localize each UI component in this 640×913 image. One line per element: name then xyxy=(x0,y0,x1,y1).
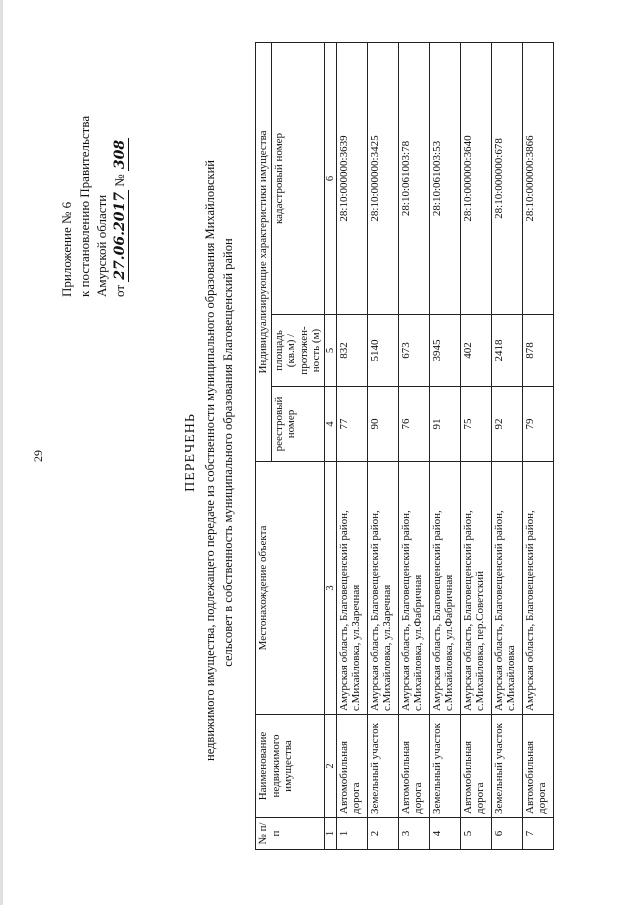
header-location: Местонахождение объекта xyxy=(256,462,325,715)
property-name: Земельный участок xyxy=(429,715,460,818)
column-number: 6 xyxy=(324,42,336,314)
row-number: 3 xyxy=(398,818,429,850)
cadastral-number: 28:10:000000:3639 xyxy=(336,42,367,314)
column-number-row xyxy=(324,42,336,849)
area-value: 832 xyxy=(336,315,367,387)
table-row xyxy=(522,42,553,849)
property-table xyxy=(255,42,554,850)
document-heading: ПЕРЕЧЕНЬ xyxy=(183,413,198,492)
appendix-date-line xyxy=(111,116,130,297)
table-body xyxy=(324,42,553,849)
property-name: Земельный участок xyxy=(491,715,522,818)
table-row xyxy=(429,42,460,849)
property-location: Амурская область, Благовещенский район, с.Михайловка, ул.Фабричная xyxy=(398,462,429,715)
property-name: Автомобильная дорога xyxy=(336,715,367,818)
header-registry-number: реестровый номер xyxy=(271,387,324,462)
table-row xyxy=(367,42,398,849)
appendix-line-3: Амурской области xyxy=(94,194,109,297)
property-location: Амурская область, Благовещенский район, с.Михайловка xyxy=(491,462,522,715)
handwritten-number: 308 xyxy=(111,139,128,170)
number-prefix: № xyxy=(111,174,127,187)
row-number: 7 xyxy=(522,818,553,850)
header-name: Наименование недвижимого имущества xyxy=(256,715,325,818)
property-name: Автомобильная дорога xyxy=(522,715,553,818)
header-area: площадь (кв.м) / протяжен-ность (м) xyxy=(271,315,324,387)
area-value: 402 xyxy=(460,315,491,387)
header-characteristics: Индивидуализирующие характеристики имущества xyxy=(256,42,272,461)
column-number: 2 xyxy=(324,715,336,818)
row-number: 6 xyxy=(491,818,522,850)
appendix-block xyxy=(58,116,129,297)
cadastral-number: 28:10:000000:3640 xyxy=(460,42,491,314)
area-value: 3945 xyxy=(429,315,460,387)
registry-number: 76 xyxy=(398,387,429,462)
table-row xyxy=(398,42,429,849)
area-value: 673 xyxy=(398,315,429,387)
header-num: № п/п xyxy=(256,818,325,850)
area-value: 878 xyxy=(522,315,553,387)
area-value: 5140 xyxy=(367,315,398,387)
appendix-line-2: к постановлению Правительства xyxy=(76,115,92,297)
row-number: 1 xyxy=(336,818,367,850)
registry-number: 79 xyxy=(522,387,553,462)
registry-number: 90 xyxy=(367,387,398,462)
cadastral-number: 28:10:061003:53 xyxy=(429,42,460,314)
column-number: 5 xyxy=(324,315,336,387)
document-subtitle-line-1: недвижимого имущества, подлежащего передаче из собственности муниципального образования Михайловский xyxy=(203,160,217,761)
registry-number: 91 xyxy=(429,387,460,462)
cadastral-number: 28:10:000000:3866 xyxy=(522,42,553,314)
column-number: 1 xyxy=(324,818,336,850)
column-number: 4 xyxy=(324,387,336,462)
property-location: Амурская область, Благовещенский район, с.Михайловка, пер.Советский xyxy=(460,462,491,715)
registry-number: 75 xyxy=(460,387,491,462)
appendix-line-1: Приложение № 6 xyxy=(59,201,74,297)
registry-number: 92 xyxy=(491,387,522,462)
header-cadastral: кадастровый номер xyxy=(271,42,324,314)
date-prefix: от xyxy=(111,284,127,297)
table-row xyxy=(460,42,491,849)
cadastral-number: 28:10:000000:3425 xyxy=(367,42,398,314)
document-subtitle-line-2: сельсовет в собственность муниципального образования Благовещенский район xyxy=(221,238,235,667)
registry-number: 77 xyxy=(336,387,367,462)
area-value: 2418 xyxy=(491,315,522,387)
property-name: Земельный участок xyxy=(367,715,398,818)
property-location: Амурская область, Благовещенский район, с.Михайловка, ул.Заречная xyxy=(367,462,398,715)
cadastral-number: 28:10:061003:78 xyxy=(398,42,429,314)
row-number: 5 xyxy=(460,818,491,850)
table-row xyxy=(491,42,522,849)
property-name: Автомобильная дорога xyxy=(460,715,491,818)
page-number: 29 xyxy=(31,450,45,462)
row-number: 2 xyxy=(367,818,398,850)
cadastral-number: 28:10:000000:678 xyxy=(491,42,522,314)
property-location: Амурская область, Благовещенский район, xyxy=(522,462,553,715)
property-name: Автомобильная дорога xyxy=(398,715,429,818)
property-location: Амурская область, Благовещенский район, с.Михайловка, ул.Фабричная xyxy=(429,462,460,715)
handwritten-date: 27.06.2017 xyxy=(111,192,128,280)
property-location: Амурская область, Благовещенский район, с.Михайловка, ул.Заречная xyxy=(336,462,367,715)
row-number: 4 xyxy=(429,818,460,850)
table-row xyxy=(336,42,367,849)
column-number: 3 xyxy=(324,462,336,715)
